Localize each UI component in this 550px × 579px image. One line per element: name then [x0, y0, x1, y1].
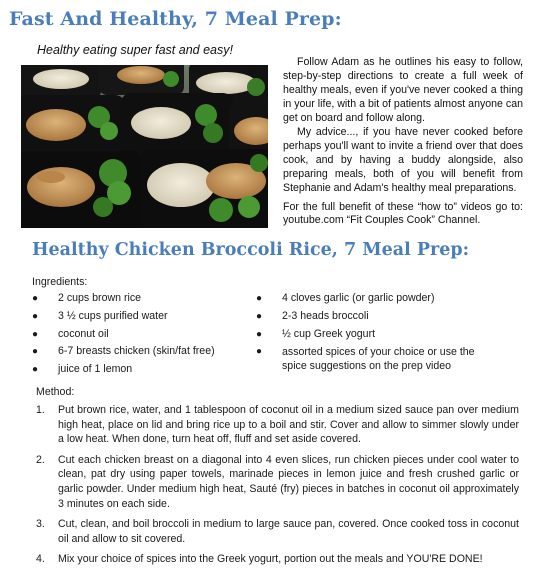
method-steps — [36, 403, 519, 573]
ingredient-text: 2-3 heads broccoli — [282, 309, 369, 322]
method-step — [36, 552, 519, 567]
ingredient-text: 2 cups brown rice — [58, 292, 142, 304]
meal-prep-photo-icon — [21, 65, 268, 228]
list-item — [32, 343, 215, 361]
list-item — [256, 308, 475, 326]
bullet-icon: ● — [32, 310, 39, 322]
bullet-icon: ● — [32, 346, 39, 358]
list-item — [256, 326, 475, 344]
bullet-icon: ● — [256, 310, 263, 322]
step-number: 1. — [36, 404, 45, 416]
intro-text — [283, 56, 523, 228]
method-step — [36, 453, 519, 511]
tagline: Healthy eating super fast and easy! — [37, 43, 233, 57]
bullet-icon: ● — [32, 364, 39, 376]
ingredients-label: Ingredients: — [32, 276, 88, 288]
ingredient-text: coconut oil — [58, 327, 109, 340]
bullet-icon: ● — [256, 293, 263, 304]
step-text: Cut each chicken breast on a diagonal into 4 even slices, run chicken pieces under cool water to clean, pat dry using paper towels, marinade pieces in lemon juice and fresh crushed garlic or garlic powder. Under medium high heat, Sauté (fry) pieces in batches in coconut oil approximately 3 minutes on each side. — [58, 453, 519, 510]
ingredient-text: 6-7 breasts chicken (skin/fat free) — [58, 345, 215, 358]
bullet-icon: ● — [256, 328, 263, 340]
page-title: Fast And Healthy, 7 Meal Prep: — [9, 8, 342, 30]
bullet-icon: ● — [256, 346, 263, 358]
intro-paragraph-2: My advice..., if you have never cooked before perhaps you'll want to invite a friend over that does cook, and by having a buddy alongside, also preparing meals, both of you will benefit from Stephanie and Adam's healthy meal preparations. — [283, 125, 523, 194]
intro-paragraph-3: For the full benefit of these “how to” videos go to: youtube.com “Fit Couples Cook” Channel. — [283, 200, 523, 227]
list-item-continued — [282, 359, 475, 373]
ingredient-text: spice suggestions on the prep video — [282, 360, 452, 373]
method-step — [36, 403, 519, 447]
method-step — [36, 517, 519, 546]
recipe-title: Healthy Chicken Broccoli Rice, 7 Meal Prep: — [32, 240, 470, 260]
ingredient-text: 3 ½ cups purified water — [58, 309, 168, 322]
step-number: 3. — [36, 518, 45, 531]
list-item — [32, 308, 215, 326]
ingredient-text: juice of 1 lemon — [58, 363, 133, 376]
ingredients-list-left — [32, 290, 215, 379]
list-item — [256, 345, 475, 359]
ingredient-text: ½ cup Greek yogurt — [282, 327, 376, 340]
list-item — [32, 290, 215, 308]
ingredient-text: 4 cloves garlic (or garlic powder) — [282, 292, 435, 304]
bullet-icon: ● — [32, 293, 39, 304]
step-number: 4. — [36, 553, 45, 566]
meal-prep-photo — [21, 65, 268, 228]
method-label: Method: — [36, 386, 75, 398]
list-item — [32, 361, 215, 379]
intro-paragraph-1: Follow Adam as he outlines his easy to follow, step-by-step directions to create a full week of healthy meals, even if you've never cooked a thing in your life, with a bit of patients almost anyone can get on board and follow along. — [283, 56, 523, 124]
step-text: Mix your choice of spices into the Greek yogurt, portion out the meals and YOU'RE DONE! — [58, 553, 483, 566]
ingredients-list-right — [256, 290, 475, 373]
step-text: Put brown rice, water, and 1 tablespoon of coconut oil in a medium sized sauce pan over medium high heat, place on lid and bring rice up to a boil and stir. Cover and allow to simmer slowly under a low heat. When done, turn heat off, fluff and set aside covered. — [58, 404, 519, 446]
step-number: 2. — [36, 453, 45, 466]
step-text: Cut, clean, and boil broccoli in medium to large sauce pan, covered. Once cooked toss in coconut oil and allow to sit covered. — [58, 518, 519, 545]
ingredient-text: assorted spices of your choice or use the — [282, 346, 475, 359]
bullet-icon: ● — [32, 328, 39, 340]
list-item — [256, 290, 475, 308]
list-item — [32, 326, 215, 344]
